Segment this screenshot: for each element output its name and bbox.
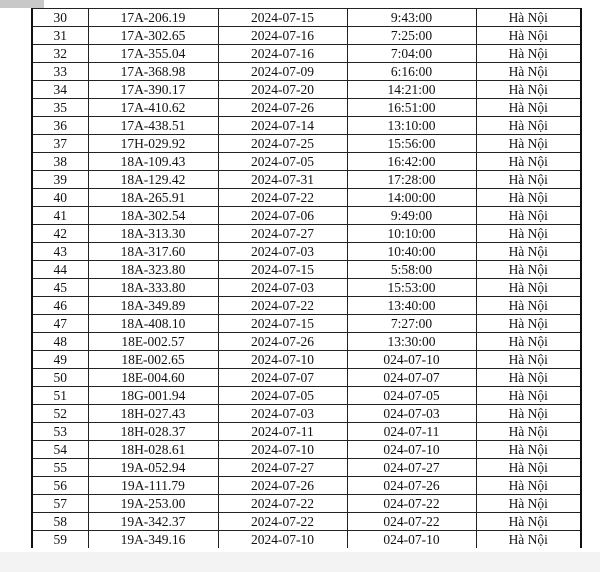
table-row — [32, 207, 581, 225]
time-cell: 024-07-22 — [347, 513, 476, 531]
date-cell: 2024-07-09 — [218, 63, 347, 81]
date-cell: 2024-07-14 — [218, 117, 347, 135]
date-cell: 2024-07-31 — [218, 171, 347, 189]
row-number-cell: 31 — [32, 27, 88, 45]
row-number-cell: 56 — [32, 477, 88, 495]
location-cell: Hà Nội — [476, 9, 581, 27]
time-cell: 10:10:00 — [347, 225, 476, 243]
time-cell: 024-07-10 — [347, 531, 476, 549]
row-number-cell: 59 — [32, 531, 88, 549]
location-cell: Hà Nội — [476, 27, 581, 45]
table-row — [32, 99, 581, 117]
table-row — [32, 405, 581, 423]
date-cell: 2024-07-15 — [218, 9, 347, 27]
date-cell: 2024-07-22 — [218, 513, 347, 531]
time-cell: 14:21:00 — [347, 81, 476, 99]
location-cell: Hà Nội — [476, 369, 581, 387]
date-cell: 2024-07-10 — [218, 441, 347, 459]
date-cell: 2024-07-20 — [218, 81, 347, 99]
row-number-cell: 57 — [32, 495, 88, 513]
location-cell: Hà Nội — [476, 207, 581, 225]
table-row — [32, 225, 581, 243]
plate-number-cell: 18A-323.80 — [88, 261, 218, 279]
table-row — [32, 261, 581, 279]
time-cell: 16:51:00 — [347, 99, 476, 117]
plate-number-cell: 18A-349.89 — [88, 297, 218, 315]
top-gray-strip — [0, 0, 44, 8]
time-cell: 13:30:00 — [347, 333, 476, 351]
table-row — [32, 27, 581, 45]
table-row — [32, 351, 581, 369]
date-cell: 2024-07-26 — [218, 477, 347, 495]
location-cell: Hà Nội — [476, 531, 581, 549]
table-row — [32, 459, 581, 477]
location-cell: Hà Nội — [476, 63, 581, 81]
date-cell: 2024-07-22 — [218, 297, 347, 315]
row-number-cell: 36 — [32, 117, 88, 135]
table-row — [32, 189, 581, 207]
plate-number-cell: 19A-111.79 — [88, 477, 218, 495]
row-number-cell: 50 — [32, 369, 88, 387]
time-cell: 024-07-05 — [347, 387, 476, 405]
plate-number-cell: 18E-004.60 — [88, 369, 218, 387]
table-row — [32, 369, 581, 387]
location-cell: Hà Nội — [476, 333, 581, 351]
table-row — [32, 441, 581, 459]
row-number-cell: 40 — [32, 189, 88, 207]
time-cell: 024-07-03 — [347, 405, 476, 423]
date-cell: 2024-07-26 — [218, 99, 347, 117]
date-cell: 2024-07-10 — [218, 531, 347, 549]
table-row — [32, 333, 581, 351]
location-cell: Hà Nội — [476, 117, 581, 135]
date-cell: 2024-07-27 — [218, 225, 347, 243]
time-cell: 16:42:00 — [347, 153, 476, 171]
time-cell: 5:58:00 — [347, 261, 476, 279]
time-cell: 13:40:00 — [347, 297, 476, 315]
bottom-blank-area — [0, 552, 600, 572]
location-cell: Hà Nội — [476, 351, 581, 369]
location-cell: Hà Nội — [476, 423, 581, 441]
location-cell: Hà Nội — [476, 441, 581, 459]
date-cell: 2024-07-10 — [218, 351, 347, 369]
plate-number-cell: 18A-408.10 — [88, 315, 218, 333]
row-number-cell: 58 — [32, 513, 88, 531]
location-cell: Hà Nội — [476, 477, 581, 495]
plate-number-cell: 18A-333.80 — [88, 279, 218, 297]
location-cell: Hà Nội — [476, 297, 581, 315]
time-cell: 9:49:00 — [347, 207, 476, 225]
time-cell: 7:25:00 — [347, 27, 476, 45]
row-number-cell: 55 — [32, 459, 88, 477]
table-body — [32, 9, 581, 549]
table-row — [32, 279, 581, 297]
plate-number-cell: 17A-368.98 — [88, 63, 218, 81]
date-cell: 2024-07-05 — [218, 153, 347, 171]
table-row — [32, 63, 581, 81]
location-cell: Hà Nội — [476, 135, 581, 153]
table-row — [32, 81, 581, 99]
plate-number-cell: 17A-302.65 — [88, 27, 218, 45]
location-cell: Hà Nội — [476, 513, 581, 531]
time-cell: 024-07-07 — [347, 369, 476, 387]
table-row — [32, 477, 581, 495]
row-number-cell: 48 — [32, 333, 88, 351]
table-row — [32, 153, 581, 171]
plate-number-cell: 18H-028.61 — [88, 441, 218, 459]
location-cell: Hà Nội — [476, 171, 581, 189]
plate-number-cell: 18H-027.43 — [88, 405, 218, 423]
table-row — [32, 243, 581, 261]
time-cell: 024-07-11 — [347, 423, 476, 441]
row-number-cell: 35 — [32, 99, 88, 117]
date-cell: 2024-07-03 — [218, 243, 347, 261]
table-row — [32, 135, 581, 153]
time-cell: 14:00:00 — [347, 189, 476, 207]
time-cell: 6:16:00 — [347, 63, 476, 81]
location-cell: Hà Nội — [476, 315, 581, 333]
location-cell: Hà Nội — [476, 225, 581, 243]
vehicle-record-table — [31, 8, 582, 548]
row-number-cell: 30 — [32, 9, 88, 27]
row-number-cell: 43 — [32, 243, 88, 261]
date-cell: 2024-07-03 — [218, 279, 347, 297]
table-row — [32, 297, 581, 315]
location-cell: Hà Nội — [476, 243, 581, 261]
location-cell: Hà Nội — [476, 387, 581, 405]
row-number-cell: 46 — [32, 297, 88, 315]
table-row — [32, 9, 581, 27]
row-number-cell: 37 — [32, 135, 88, 153]
plate-number-cell: 18A-129.42 — [88, 171, 218, 189]
row-number-cell: 33 — [32, 63, 88, 81]
time-cell: 13:10:00 — [347, 117, 476, 135]
location-cell: Hà Nội — [476, 261, 581, 279]
table-row — [32, 495, 581, 513]
date-cell: 2024-07-22 — [218, 189, 347, 207]
row-number-cell: 32 — [32, 45, 88, 63]
location-cell: Hà Nội — [476, 153, 581, 171]
time-cell: 9:43:00 — [347, 9, 476, 27]
plate-number-cell: 17A-390.17 — [88, 81, 218, 99]
row-number-cell: 45 — [32, 279, 88, 297]
plate-number-cell: 18A-302.54 — [88, 207, 218, 225]
row-number-cell: 44 — [32, 261, 88, 279]
plate-number-cell: 18A-265.91 — [88, 189, 218, 207]
date-cell: 2024-07-03 — [218, 405, 347, 423]
table-row — [32, 531, 581, 549]
row-number-cell: 34 — [32, 81, 88, 99]
table-row — [32, 171, 581, 189]
plate-number-cell: 18H-028.37 — [88, 423, 218, 441]
time-cell: 17:28:00 — [347, 171, 476, 189]
plate-number-cell: 19A-349.16 — [88, 531, 218, 549]
table-row — [32, 45, 581, 63]
plate-number-cell: 19A-342.37 — [88, 513, 218, 531]
row-number-cell: 39 — [32, 171, 88, 189]
date-cell: 2024-07-25 — [218, 135, 347, 153]
location-cell: Hà Nội — [476, 279, 581, 297]
time-cell: 024-07-22 — [347, 495, 476, 513]
row-number-cell: 41 — [32, 207, 88, 225]
location-cell: Hà Nội — [476, 189, 581, 207]
location-cell: Hà Nội — [476, 495, 581, 513]
time-cell: 10:40:00 — [347, 243, 476, 261]
table-row — [32, 423, 581, 441]
row-number-cell: 53 — [32, 423, 88, 441]
plate-number-cell: 17H-029.92 — [88, 135, 218, 153]
time-cell: 024-07-26 — [347, 477, 476, 495]
time-cell: 024-07-27 — [347, 459, 476, 477]
table-row — [32, 387, 581, 405]
plate-number-cell: 18A-313.30 — [88, 225, 218, 243]
row-number-cell: 38 — [32, 153, 88, 171]
time-cell: 7:04:00 — [347, 45, 476, 63]
plate-number-cell: 18G-001.94 — [88, 387, 218, 405]
table-row — [32, 117, 581, 135]
plate-number-cell: 18A-109.43 — [88, 153, 218, 171]
date-cell: 2024-07-05 — [218, 387, 347, 405]
location-cell: Hà Nội — [476, 45, 581, 63]
plate-number-cell: 18E-002.57 — [88, 333, 218, 351]
location-cell: Hà Nội — [476, 81, 581, 99]
date-cell: 2024-07-22 — [218, 495, 347, 513]
row-number-cell: 42 — [32, 225, 88, 243]
plate-number-cell: 18A-317.60 — [88, 243, 218, 261]
date-cell: 2024-07-06 — [218, 207, 347, 225]
date-cell: 2024-07-16 — [218, 27, 347, 45]
date-cell: 2024-07-15 — [218, 261, 347, 279]
time-cell: 15:56:00 — [347, 135, 476, 153]
plate-number-cell: 18E-002.65 — [88, 351, 218, 369]
date-cell: 2024-07-16 — [218, 45, 347, 63]
date-cell: 2024-07-07 — [218, 369, 347, 387]
date-cell: 2024-07-27 — [218, 459, 347, 477]
plate-number-cell: 17A-206.19 — [88, 9, 218, 27]
plate-number-cell: 17A-355.04 — [88, 45, 218, 63]
plate-number-cell: 17A-438.51 — [88, 117, 218, 135]
row-number-cell: 51 — [32, 387, 88, 405]
plate-number-cell: 19A-052.94 — [88, 459, 218, 477]
document-table-container — [31, 8, 582, 548]
location-cell: Hà Nội — [476, 459, 581, 477]
row-number-cell: 54 — [32, 441, 88, 459]
row-number-cell: 49 — [32, 351, 88, 369]
time-cell: 024-07-10 — [347, 351, 476, 369]
row-number-cell: 47 — [32, 315, 88, 333]
location-cell: Hà Nội — [476, 405, 581, 423]
date-cell: 2024-07-11 — [218, 423, 347, 441]
table-row — [32, 513, 581, 531]
date-cell: 2024-07-15 — [218, 315, 347, 333]
date-cell: 2024-07-26 — [218, 333, 347, 351]
table-row — [32, 315, 581, 333]
location-cell: Hà Nội — [476, 99, 581, 117]
time-cell: 7:27:00 — [347, 315, 476, 333]
time-cell: 024-07-10 — [347, 441, 476, 459]
row-number-cell: 52 — [32, 405, 88, 423]
plate-number-cell: 17A-410.62 — [88, 99, 218, 117]
plate-number-cell: 19A-253.00 — [88, 495, 218, 513]
time-cell: 15:53:00 — [347, 279, 476, 297]
